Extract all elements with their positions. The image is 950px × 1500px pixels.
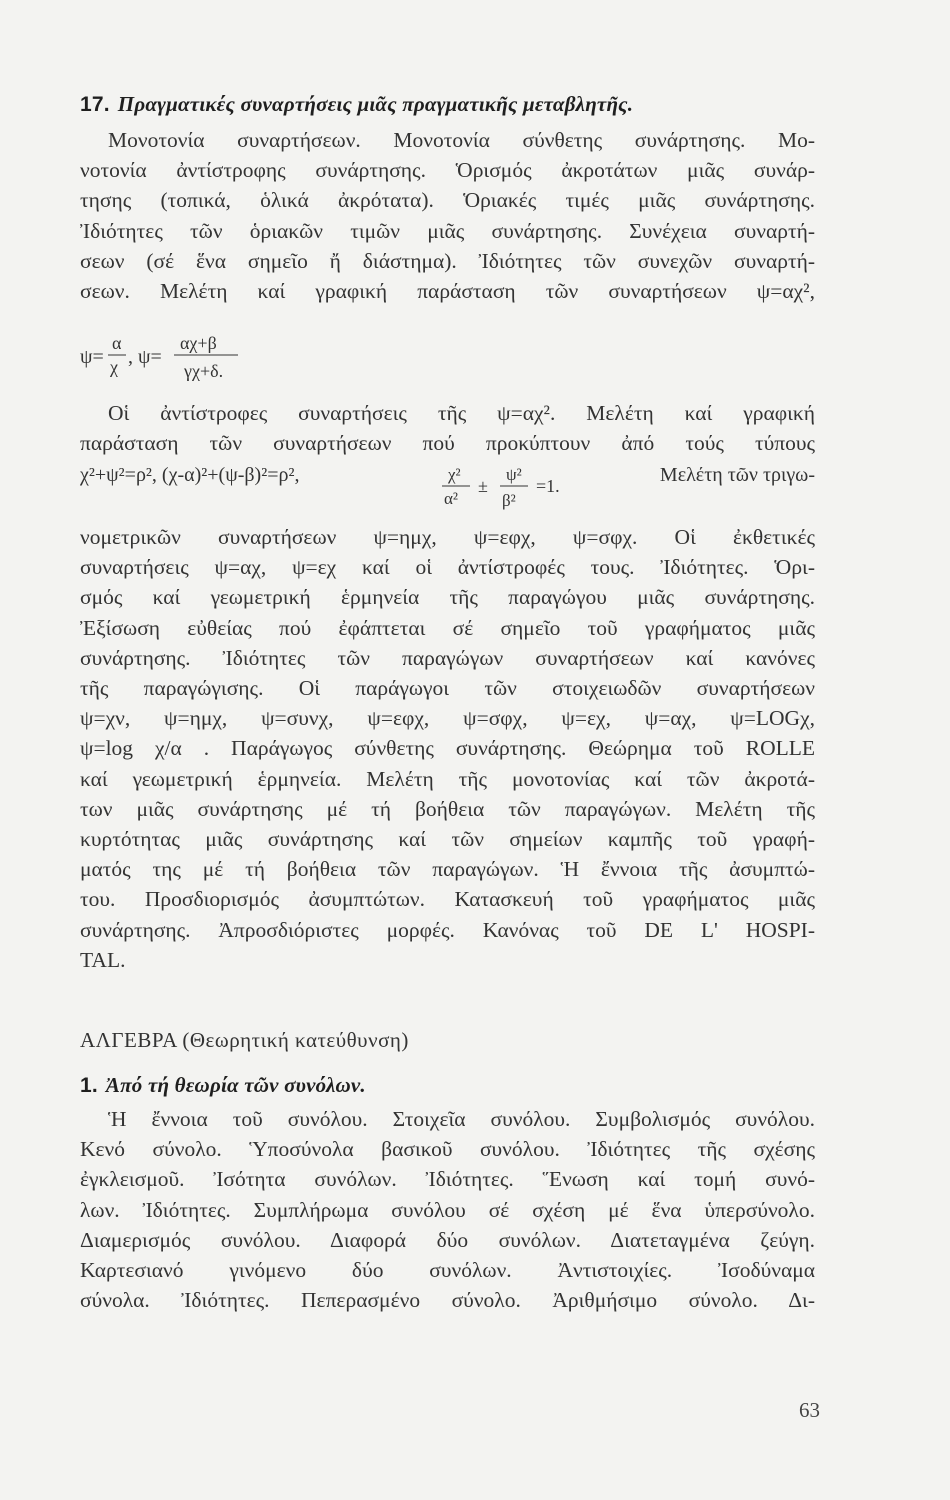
text-line: τησης (τοπικά, ὁλικά ἀκρότατα). Ὁριακές τιμές μιᾶς συνάρτησης.: [80, 188, 815, 213]
text-line: νοτονία ἀντίστροφης συνάρτησης. Ὁρισμός ἀκροτάτων μιᾶς συνάρ-: [80, 158, 815, 183]
formula-1-psi: ψ=: [80, 346, 104, 368]
text-line: Κενό σύνολο. Ὑποσύνολα βασικοῦ συνόλου. Ἰδιότητες τῆς σχέσης: [80, 1137, 815, 1162]
text-line: ἐγκλεισμοῦ. Ἰσότητα συνόλων. Ἰδιότητες. Ἕνωση καί τομή συνό-: [80, 1167, 815, 1192]
text-line: Οἱ ἀντίστροφες συναρτήσεις τῆς ψ=αχ². Μελέτη καί γραφική: [108, 401, 815, 425]
text-line: Καρτεσιανό γινόμενο δύο συνόλων. Ἀντιστοιχίες. Ἰσοδύναμα: [80, 1258, 815, 1283]
page-number: 63: [799, 1398, 820, 1422]
text-line: συναρτήσεις ψ=αχ, ψ=εχ καί οἱ ἀντίστροφές τους. Ἰδιότητες. Ὁρι-: [80, 555, 815, 580]
formula-1: [80, 325, 300, 391]
text-line: λων. Ἰδιότητες. Συμπλήρωμα συνόλου σέ σχέση μέ ἕνα ὑπερσύνολο.: [80, 1197, 815, 1222]
text-line: σεων. Μελέτη καί γραφική παράσταση τῶν συναρτήσεων ψ=αχ²,: [80, 279, 815, 304]
text-line: Ἰδιότητες τῶν ὁριακῶν τιμῶν μιᾶς συνάρτησης. Συνέχεια συναρτή-: [80, 218, 815, 243]
text-line: συνάρτησης. Ἰδιότητες τῶν παραγώγων συναρτήσεων καί κανόνες: [80, 645, 815, 670]
text-line: του. Προσδιορισμός ἀσυμπτώτων. Κατασκευή τοῦ γραφήματος μιᾶς: [80, 887, 815, 912]
text-line: σμός καί γεωμετρική ἑρμηνεία τῆς παραγώγου μιᾶς συνάρτησης.: [80, 585, 815, 610]
formula-1-den-2: γχ+δ.: [184, 361, 224, 381]
formula-1-den-chi: χ: [110, 357, 118, 377]
section-17-paragraph-c: [80, 522, 815, 975]
section-17-paragraph-a: [80, 125, 815, 306]
text-line: νομετρικῶν συναρτήσεων ψ=ημχ, ψ=εφχ, ψ=σφχ. Οἱ ἐκθετικές: [80, 525, 815, 549]
frac-den-alpha: α²: [444, 489, 459, 508]
section-17-number: 17.: [80, 93, 110, 116]
text-line: κυρτότητας μιᾶς συνάρτησης καί τῶν σημείων καμπῆς τοῦ γραφή-: [80, 827, 815, 852]
text-line: Ἐξίσωση εὐθείας πού ἐφάπτεται σέ σημεῖο τοῦ γραφήματος μιᾶς: [80, 615, 815, 640]
section-17-title: Πραγματικές συναρτήσεις μιᾶς πραγματικῆς μεταβλητῆς.: [117, 92, 634, 116]
text-line: Μονοτονία συναρτήσεων. Μονοτονία σύνθετης συνάρτησης. Μο-: [108, 128, 815, 152]
algebra-section-1-title: Ἀπό τή θεωρία τῶν συνόλων.: [105, 1073, 366, 1097]
formula-2-line: [80, 458, 815, 518]
algebra-paragraph: [80, 1104, 815, 1315]
text-line: παράσταση τῶν συναρτήσεων πού προκύπτουν ἀπό τούς τύπους: [80, 431, 815, 456]
text-line: ψ=log χ/α . Παράγωγος σύνθετης συνάρτησης. Θεώρημα τοῦ ROLLE: [80, 736, 815, 761]
equals-one: =1.: [536, 476, 560, 496]
plus-minus: ±: [478, 476, 488, 496]
algebra-section-1-number: 1.: [80, 1074, 98, 1097]
algebra-section-1-heading: [80, 1073, 366, 1098]
text-line: ματός της μέ τή βοήθεια τῶν παραγώγων. Ἡ ἔννοια τῆς ἀσυμπτώ-: [80, 857, 815, 882]
frac-num-chi: χ²: [448, 465, 461, 484]
text-line: καί γεωμετρική ἑρμηνεία. Μελέτη τῆς μονοτονίας καί τῶν ἀκροτά-: [80, 766, 815, 791]
text-line: Ἡ ἔννοια τοῦ συνόλου. Στοιχεῖα συνόλου. Συμβολισμός συνόλου.: [108, 1107, 815, 1131]
text-line: TAL.: [80, 947, 126, 972]
formula-1-svg: [80, 325, 300, 385]
section-17-heading: [80, 92, 633, 117]
formula-1-num-a: α: [112, 333, 122, 353]
text-line: Διαμερισμός συνόλου. Διαφορά δύο συνόλων. Διατεταγμένα ζεύγη.: [80, 1227, 815, 1252]
text-line: των μιᾶς συνάρτησης μέ τή βοήθεια τῶν παραγώγων. Μελέτη τῆς: [80, 796, 815, 821]
text-line: ψ=χν, ψ=ημχ, ψ=συνχ, ψ=εφχ, ψ=σφχ, ψ=εχ, ψ=αχ, ψ=LOGχ,: [80, 706, 815, 731]
formula-2-right: Μελέτη τῶν τριγω-: [659, 464, 815, 486]
text-line: σεων (σέ ἕνα σημεῖο ἤ διάστημα). Ἰδιότητες τῶν συνεχῶν συναρτή-: [80, 248, 815, 273]
formula-1-num-2: αχ+β: [180, 333, 217, 353]
algebra-section-title: ΑΛΓΕΒΡΑ (Θεωρητική κατεύθυνση): [80, 1028, 409, 1052]
text-line: συνάρτησης. Ἀπροσδιόριστες μορφές. Κανόνας τοῦ DE L' HOSPI-: [80, 917, 815, 942]
formula-2-fraction: [442, 458, 592, 518]
section-17-paragraph-b: [80, 398, 815, 458]
frac-num-psi: ψ²: [506, 465, 522, 484]
text-line: σύνολα. Ἰδιότητες. Πεπερασμένο σύνολο. Ἀριθμήσιμο σύνολο. Δι-: [80, 1288, 815, 1313]
frac-den-beta: β²: [502, 491, 516, 510]
formula-1-comma: , ψ=: [128, 346, 162, 368]
formula-2-left: χ²+ψ²=ρ², (χ-α)²+(ψ-β)²=ρ²,: [80, 464, 300, 486]
text-line: τῆς παραγώγισης. Οἱ παράγωγοι τῶν στοιχειωδῶν συναρτήσεων: [80, 676, 815, 701]
